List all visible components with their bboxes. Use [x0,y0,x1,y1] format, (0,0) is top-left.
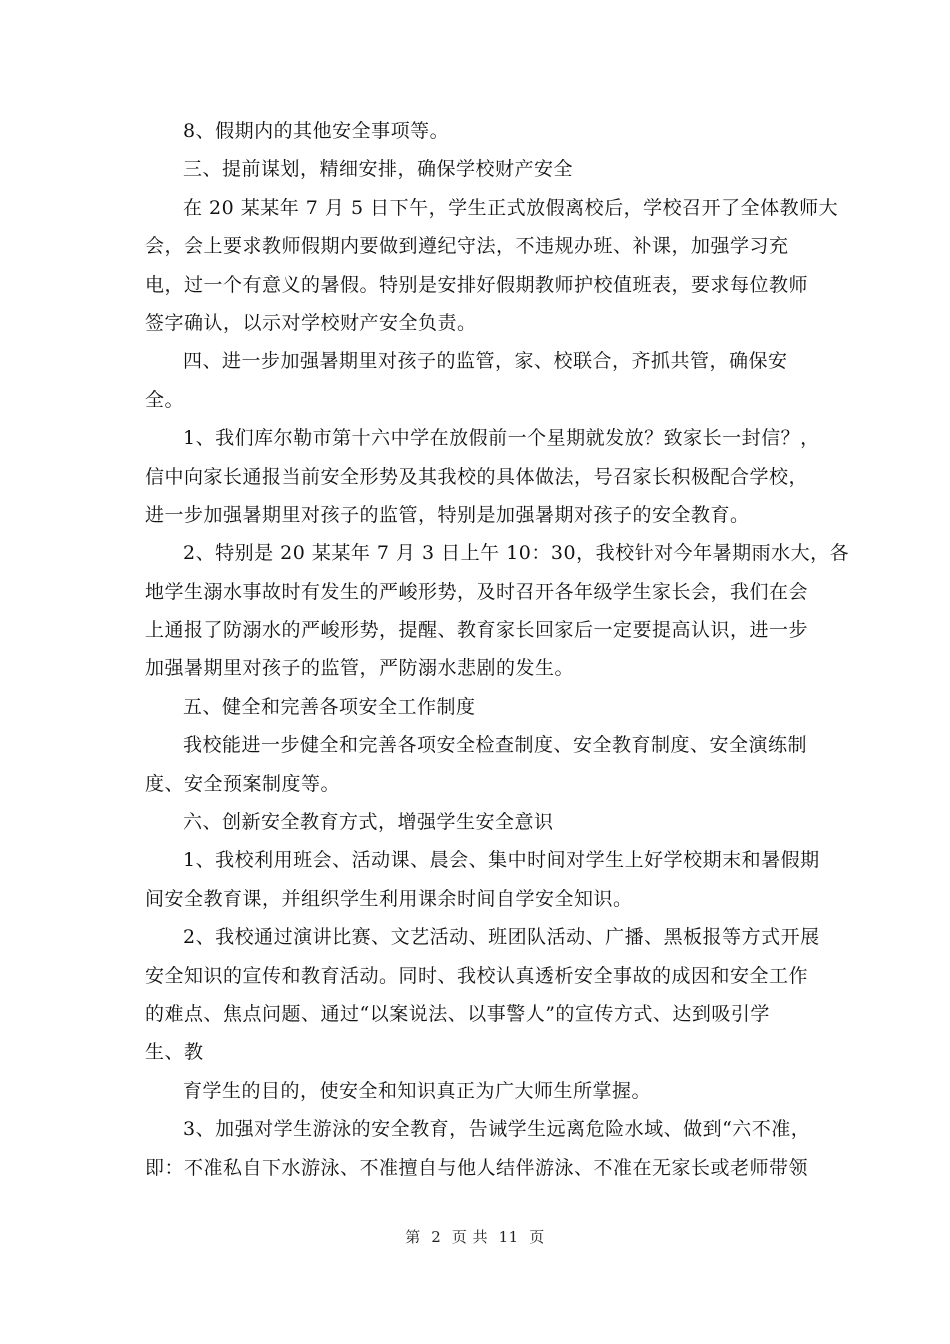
text-line: 会，会上要求教师假期内要做到遵纪守法，不违规办班、补课，加强学习充 [145,235,789,258]
text-line: 1、我校利用班会、活动课、晨会、集中时间对学生上好学校期末和暑假期 [183,849,820,872]
text-line: 三、提前谋划，精细安排，确保学校财产安全 [183,158,574,181]
text-line: 的难点、焦点问题、通过“以案说法、以事警人”的宣传方式、达到吸引学 [145,1002,770,1025]
text-line: 1、我们库尔勒市第十六中学在放假前一个星期就发放？致家长一封信？， [183,427,820,450]
text-line: 在 20 某某年 7 月 5 日下午，学生正式放假离校后，学校召开了全体教师大 [183,196,839,219]
text-line: 2、特别是 20 某某年 7 月 3 日上午 10：30，我校针对今年暑期雨水大，各 [183,542,850,565]
text-line: 度、安全预案制度等。 [145,772,341,795]
text-line: 安全知识的宣传和教育活动。同时、我校认真透析安全事故的成因和安全工作 [145,964,809,987]
text-line: 间安全教育课，并组织学生利用课余时间自学安全知识。 [145,887,633,910]
text-line: 全。 [145,388,185,411]
text-line: 2、我校通过演讲比赛、文艺活动、班团队活动、广播、黑板报等方式开展 [183,926,820,949]
page-number-footer: 第 2 页 共 11 页 [405,1228,545,1246]
text-line: 育学生的目的，使安全和知识真正为广大师生所掌握。 [183,1079,652,1102]
text-line: 即：不准私自下水游泳、不准擅自与他人结伴游泳、不准在无家长或老师带领 [145,1156,809,1179]
text-line: 加强暑期里对孩子的监管，严防溺水悲剧的发生。 [145,657,575,680]
text-line: 3、加强对学生游泳的安全教育，告诫学生远离危险水域、做到“六不准， [183,1118,811,1141]
text-line: 上通报了防溺水的严峻形势，提醒、教育家长回家后一定要提高认识，进一步 [145,619,809,642]
text-line: 签字确认，以示对学校财产安全负责。 [145,311,477,334]
text-line: 我校能进一步健全和完善各项安全检查制度、安全教育制度、安全演练制 [183,734,808,757]
text-line: 电，过一个有意义的暑假。特别是安排好假期教师护校值班表，要求每位教师 [145,273,809,296]
document-body [145,112,850,1187]
text-line: 信中向家长通报当前安全形势及其我校的具体做法，号召家长积极配合学校， [145,465,809,488]
text-line: 四、进一步加强暑期里对孩子的监管，家、校联合，齐抓共管，确保安 [183,350,788,373]
text-line: 生、教 [145,1041,204,1064]
text-line: 进一步加强暑期里对孩子的监管，特别是加强暑期对孩子的安全教育。 [145,503,750,526]
text-line: 8、假期内的其他安全事项等。 [183,120,450,142]
text-line: 五、健全和完善各项安全工作制度 [183,695,476,718]
text-line: 六、创新安全教育方式，增强学生安全意识 [183,811,554,834]
text-line: 地学生溺水事故时有发生的严峻形势，及时召开各年级学生家长会，我们在会 [145,580,809,603]
